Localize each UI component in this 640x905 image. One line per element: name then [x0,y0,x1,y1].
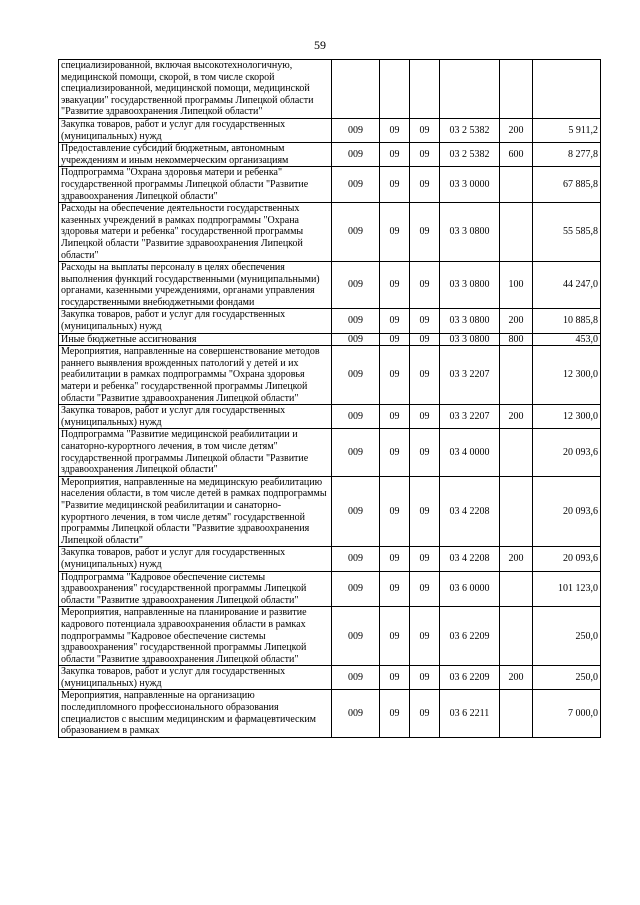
table-row [59,333,601,346]
budget-table [58,59,601,738]
subsection-code-cell: 09 [410,666,440,690]
ministry-code-cell: 009 [332,167,380,203]
section-code-cell: 09 [380,167,410,203]
amount-cell: 5 911,2 [533,118,601,142]
expense-type-cell: 200 [500,547,533,571]
subsection-code-cell: 09 [410,262,440,309]
subsection-code-cell: 09 [410,203,440,262]
row-name-cell: Закупка товаров, работ и услуг для государственных (муниципальных) нужд [59,666,332,690]
table-row [59,666,601,690]
row-name-cell: Расходы на выплаты персоналу в целях обеспечения выполнения функций государственными (муниципальными) органами, казенными учреждениями, органами управления государственными внебюджетными фондами [59,262,332,309]
expense-type-cell [500,571,533,607]
ministry-code-cell: 009 [332,547,380,571]
amount-cell: 67 885,8 [533,167,601,203]
target-article-cell: 03 4 2208 [440,547,500,571]
expense-type-cell: 200 [500,666,533,690]
subsection-code-cell: 09 [410,547,440,571]
row-name-cell: Мероприятия, направленные на совершенствование методов раннего выявления врожденных патологий у детей и их реабилитации в рамках подпрограммы "Охрана здоровья матери и ребенка" государственной программы Липецкой области "Развитие здравоохранения Липецкой области" [59,346,332,405]
expense-type-cell: 200 [500,118,533,142]
ministry-code-cell: 009 [332,346,380,405]
amount-cell: 12 300,0 [533,346,601,405]
budget-table-body [59,60,601,738]
table-row [59,262,601,309]
row-name-cell: Закупка товаров, работ и услуг для государственных (муниципальных) нужд [59,405,332,429]
subsection-code-cell [410,60,440,119]
amount-cell: 20 093,6 [533,429,601,476]
section-code-cell: 09 [380,429,410,476]
amount-cell: 453,0 [533,333,601,346]
table-row [59,690,601,737]
ministry-code-cell: 009 [332,262,380,309]
target-article-cell: 03 2 5382 [440,143,500,167]
section-code-cell: 09 [380,405,410,429]
expense-type-cell [500,60,533,119]
section-code-cell: 09 [380,262,410,309]
section-code-cell: 09 [380,571,410,607]
section-code-cell: 09 [380,690,410,737]
target-article-cell: 03 3 0800 [440,203,500,262]
subsection-code-cell: 09 [410,476,440,547]
table-row [59,346,601,405]
ministry-code-cell: 009 [332,666,380,690]
expense-type-cell [500,167,533,203]
ministry-code-cell: 009 [332,118,380,142]
target-article-cell: 03 3 2207 [440,346,500,405]
row-name-cell: Предоставление субсидий бюджетным, автономным учреждениям и иным некоммерческим организациям [59,143,332,167]
row-name-cell: Мероприятия, направленные на организацию последипломного профессионального образования специалистов с высшим медицинским и фармацевтическим образованием в рамках [59,690,332,737]
target-article-cell: 03 3 2207 [440,405,500,429]
subsection-code-cell: 09 [410,309,440,333]
table-row [59,429,601,476]
expense-type-cell: 600 [500,143,533,167]
ministry-code-cell: 009 [332,333,380,346]
expense-type-cell [500,346,533,405]
table-row [59,167,601,203]
row-name-cell: Подпрограмма "Кадровое обеспечение системы здравоохранения" государственной программы Липецкой области "Развитие здравоохранения Липецкой области" [59,571,332,607]
row-name-cell: специализированной, включая высокотехнологичную, медицинской помощи, скорой, в том числе скорой специализированной, медицинской помощи, медицинской эвакуации" государственной программы Липецкой области "Развитие здравоохранения Липецкой области" [59,60,332,119]
expense-type-cell [500,690,533,737]
table-row [59,143,601,167]
target-article-cell: 03 4 2208 [440,476,500,547]
section-code-cell: 09 [380,607,410,666]
row-name-cell: Закупка товаров, работ и услуг для государственных (муниципальных) нужд [59,309,332,333]
table-row [59,309,601,333]
row-name-cell: Закупка товаров, работ и услуг для государственных (муниципальных) нужд [59,118,332,142]
ministry-code-cell: 009 [332,143,380,167]
section-code-cell: 09 [380,203,410,262]
section-code-cell: 09 [380,143,410,167]
subsection-code-cell: 09 [410,118,440,142]
subsection-code-cell: 09 [410,690,440,737]
amount-cell: 20 093,6 [533,547,601,571]
subsection-code-cell: 09 [410,346,440,405]
expense-type-cell [500,429,533,476]
row-name-cell: Мероприятия, направленные на планирование и развитие кадрового потенциала здравоохранения области в рамках подпрограммы "Кадровое обеспечение системы здравоохранения" государственной программы Липецкой области "Развитие здравоохранения Липецкой области" [59,607,332,666]
target-article-cell: 03 4 0000 [440,429,500,476]
amount-cell: 10 885,8 [533,309,601,333]
target-article-cell: 03 2 5382 [440,118,500,142]
ministry-code-cell [332,60,380,119]
subsection-code-cell: 09 [410,405,440,429]
table-row [59,118,601,142]
target-article-cell: 03 6 0000 [440,571,500,607]
row-name-cell: Подпрограмма "Развитие медицинской реабилитации и санаторно-курортного лечения, в том числе детям" государственной программы Липецкой области "Развитие здравоохранения Липецкой области" [59,429,332,476]
amount-cell: 8 277,8 [533,143,601,167]
subsection-code-cell: 09 [410,429,440,476]
amount-cell [533,60,601,119]
table-row [59,476,601,547]
amount-cell: 101 123,0 [533,571,601,607]
amount-cell: 44 247,0 [533,262,601,309]
ministry-code-cell: 009 [332,429,380,476]
target-article-cell: 03 3 0000 [440,167,500,203]
section-code-cell: 09 [380,309,410,333]
amount-cell: 250,0 [533,666,601,690]
expense-type-cell: 100 [500,262,533,309]
section-code-cell [380,60,410,119]
ministry-code-cell: 009 [332,405,380,429]
row-name-cell: Расходы на обеспечение деятельности государственных казенных учреждений в рамках подпрограммы "Охрана здоровья матери и ребенка" государственной программы Липецкой области "Развитие здравоохранения Липецкой области" [59,203,332,262]
target-article-cell: 03 3 0800 [440,262,500,309]
row-name-cell: Мероприятия, направленные на медицинскую реабилитацию населения области, в том числе детей в рамках подпрограммы "Развитие медицинской реабилитации и санаторно-курортного лечения, в том числе детям" государственной программы Липецкой области "Развитие здравоохранения Липецкой области" [59,476,332,547]
subsection-code-cell: 09 [410,571,440,607]
ministry-code-cell: 009 [332,607,380,666]
expense-type-cell [500,203,533,262]
target-article-cell: 03 6 2209 [440,666,500,690]
table-row [59,60,601,119]
ministry-code-cell: 009 [332,571,380,607]
subsection-code-cell: 09 [410,143,440,167]
expense-type-cell: 200 [500,309,533,333]
row-name-cell: Подпрограмма "Охрана здоровья матери и ребенка" государственной программы Липецкой области "Развитие здравоохранения Липецкой области" [59,167,332,203]
table-row [59,203,601,262]
subsection-code-cell: 09 [410,167,440,203]
subsection-code-cell: 09 [410,607,440,666]
target-article-cell: 03 6 2211 [440,690,500,737]
expense-type-cell: 200 [500,405,533,429]
table-row [59,547,601,571]
subsection-code-cell: 09 [410,333,440,346]
amount-cell: 55 585,8 [533,203,601,262]
table-row [59,607,601,666]
row-name-cell: Иные бюджетные ассигнования [59,333,332,346]
section-code-cell: 09 [380,476,410,547]
row-name-cell: Закупка товаров, работ и услуг для государственных (муниципальных) нужд [59,547,332,571]
section-code-cell: 09 [380,118,410,142]
target-article-cell: 03 3 0800 [440,309,500,333]
amount-cell: 250,0 [533,607,601,666]
ministry-code-cell: 009 [332,203,380,262]
amount-cell: 7 000,0 [533,690,601,737]
section-code-cell: 09 [380,666,410,690]
table-row [59,405,601,429]
section-code-cell: 09 [380,346,410,405]
expense-type-cell [500,607,533,666]
ministry-code-cell: 009 [332,476,380,547]
section-code-cell: 09 [380,547,410,571]
ministry-code-cell: 009 [332,309,380,333]
ministry-code-cell: 009 [332,690,380,737]
target-article-cell: 03 3 0800 [440,333,500,346]
expense-type-cell [500,476,533,547]
expense-type-cell: 800 [500,333,533,346]
section-code-cell: 09 [380,333,410,346]
page-number: 59 [314,38,326,52]
amount-cell: 12 300,0 [533,405,601,429]
target-article-cell [440,60,500,119]
amount-cell: 20 093,6 [533,476,601,547]
table-row [59,571,601,607]
target-article-cell: 03 6 2209 [440,607,500,666]
